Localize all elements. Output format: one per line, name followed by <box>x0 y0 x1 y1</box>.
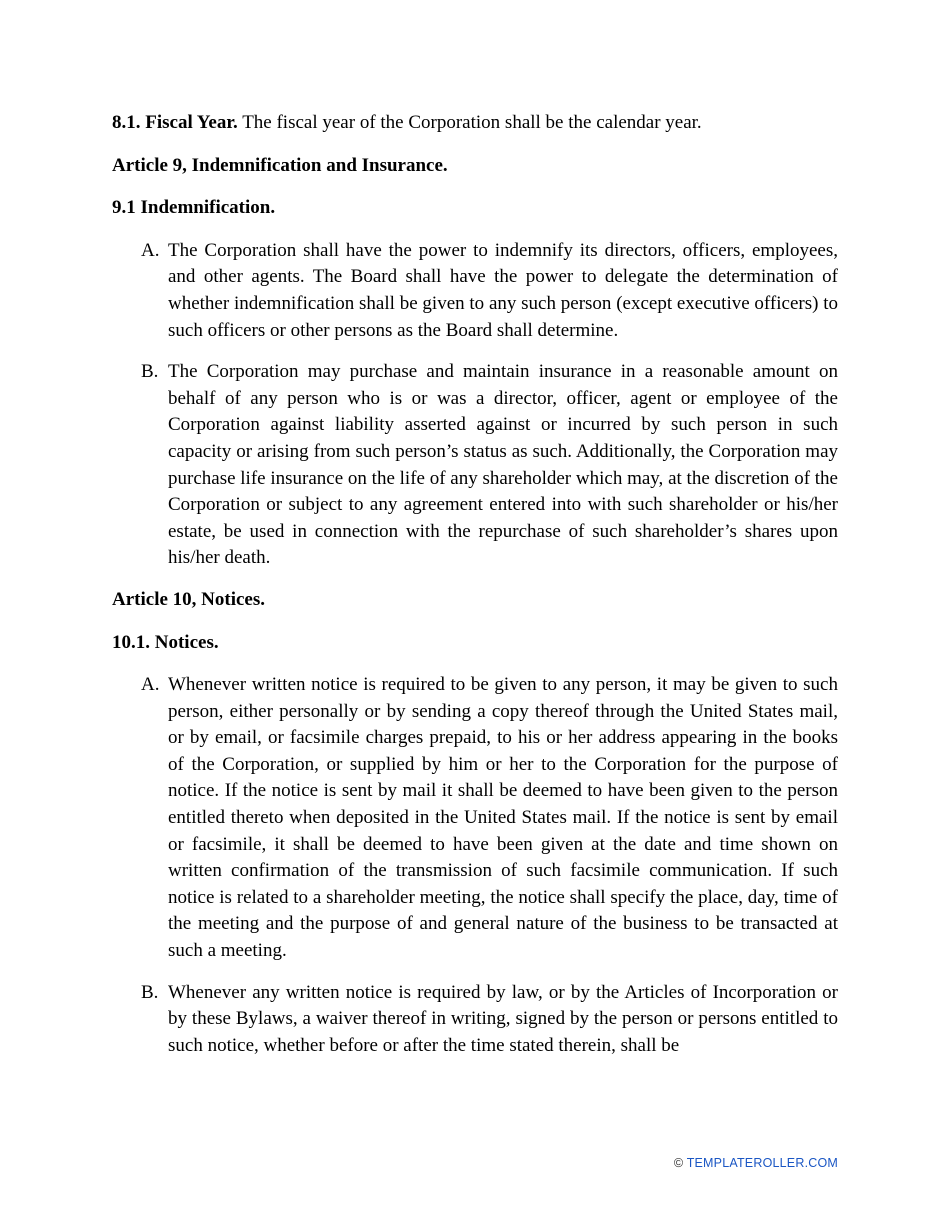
list-item-text: The Corporation shall have the power to indemnify its directors, officers, employees, and other agents. The Board shall have the power to delegate the determination of whether indemnification shall be given to any such person (except executive officers) to such officers or other persons as the Board shall determine. <box>168 239 838 341</box>
list-marker: B. <box>141 361 159 383</box>
article-9-title: Article 9, Indemnification and Insurance. <box>112 154 448 176</box>
copyright-symbol: © <box>673 1156 684 1170</box>
section-9-1-item-a <box>112 238 838 344</box>
section-8-1 <box>112 110 838 137</box>
section-10-1-title: 10.1. Notices. <box>112 631 219 653</box>
section-9-1-title: 9.1 Indemnification. <box>112 197 276 219</box>
document-page <box>112 110 838 1074</box>
section-8-1-heading: 8.1. Fiscal Year. <box>112 112 238 133</box>
section-10-1-item-a <box>112 672 838 965</box>
section-10-1-item-b <box>112 980 838 1060</box>
footer-site-link[interactable]: TEMPLATEROLLER.COM <box>686 1156 838 1170</box>
list-marker: A. <box>141 674 160 696</box>
list-marker: B. <box>141 981 159 1003</box>
list-item-text: Whenever written notice is required to be given to any person, it may be given to such person, either personally or by sending a copy thereof through the United States mail, or by email, or facsimile charges prepaid, to his or her address appearing in the books of the Corporation, or supplied by him or her to the Corporation for the purpose of notice. If the notice is sent by mail it shall be deemed to have been given to the person entitled thereto when deposited in the United States mail. If the notice is sent by email or facsimile, it shall be deemed to have been given at the date and time shown on written confirmation of the transmission of such facsimile communication. If such notice is related to a shareholder meeting, the notice shall specify the place, day, time of the meeting and the purpose of and general nature of the business to be transacted at such a meeting. <box>168 674 838 962</box>
article-10-title: Article 10, Notices. <box>112 588 265 610</box>
list-item-text: The Corporation may purchase and maintain insurance in a reasonable amount on behalf of any person who is or was a director, officer, agent or employee of the Corporation against liability asserted against or incurred by such person in such capacity or arising from such person’s status as such. Additionally, the Corporation may purchase life insurance on the life of any shareholder which may, at the discretion of the Corporation or subject to any agreement entered into with such shareholder or his/her estate, be used in connection with the repurchase of such shareholder’s shares upon his/her death. <box>168 361 838 569</box>
list-item-text: Whenever any written notice is required by law, or by the Articles of Incorporation or by these Bylaws, a waiver thereof in writing, signed by the person or persons entitled to such notice, whether before or after the time stated therein, shall be <box>168 981 838 1056</box>
section-8-1-text: The fiscal year of the Corporation shall be the calendar year. <box>237 112 702 133</box>
section-9-1-item-b <box>112 359 838 572</box>
footer-watermark[interactable] <box>674 1156 838 1170</box>
list-marker: A. <box>141 239 160 261</box>
